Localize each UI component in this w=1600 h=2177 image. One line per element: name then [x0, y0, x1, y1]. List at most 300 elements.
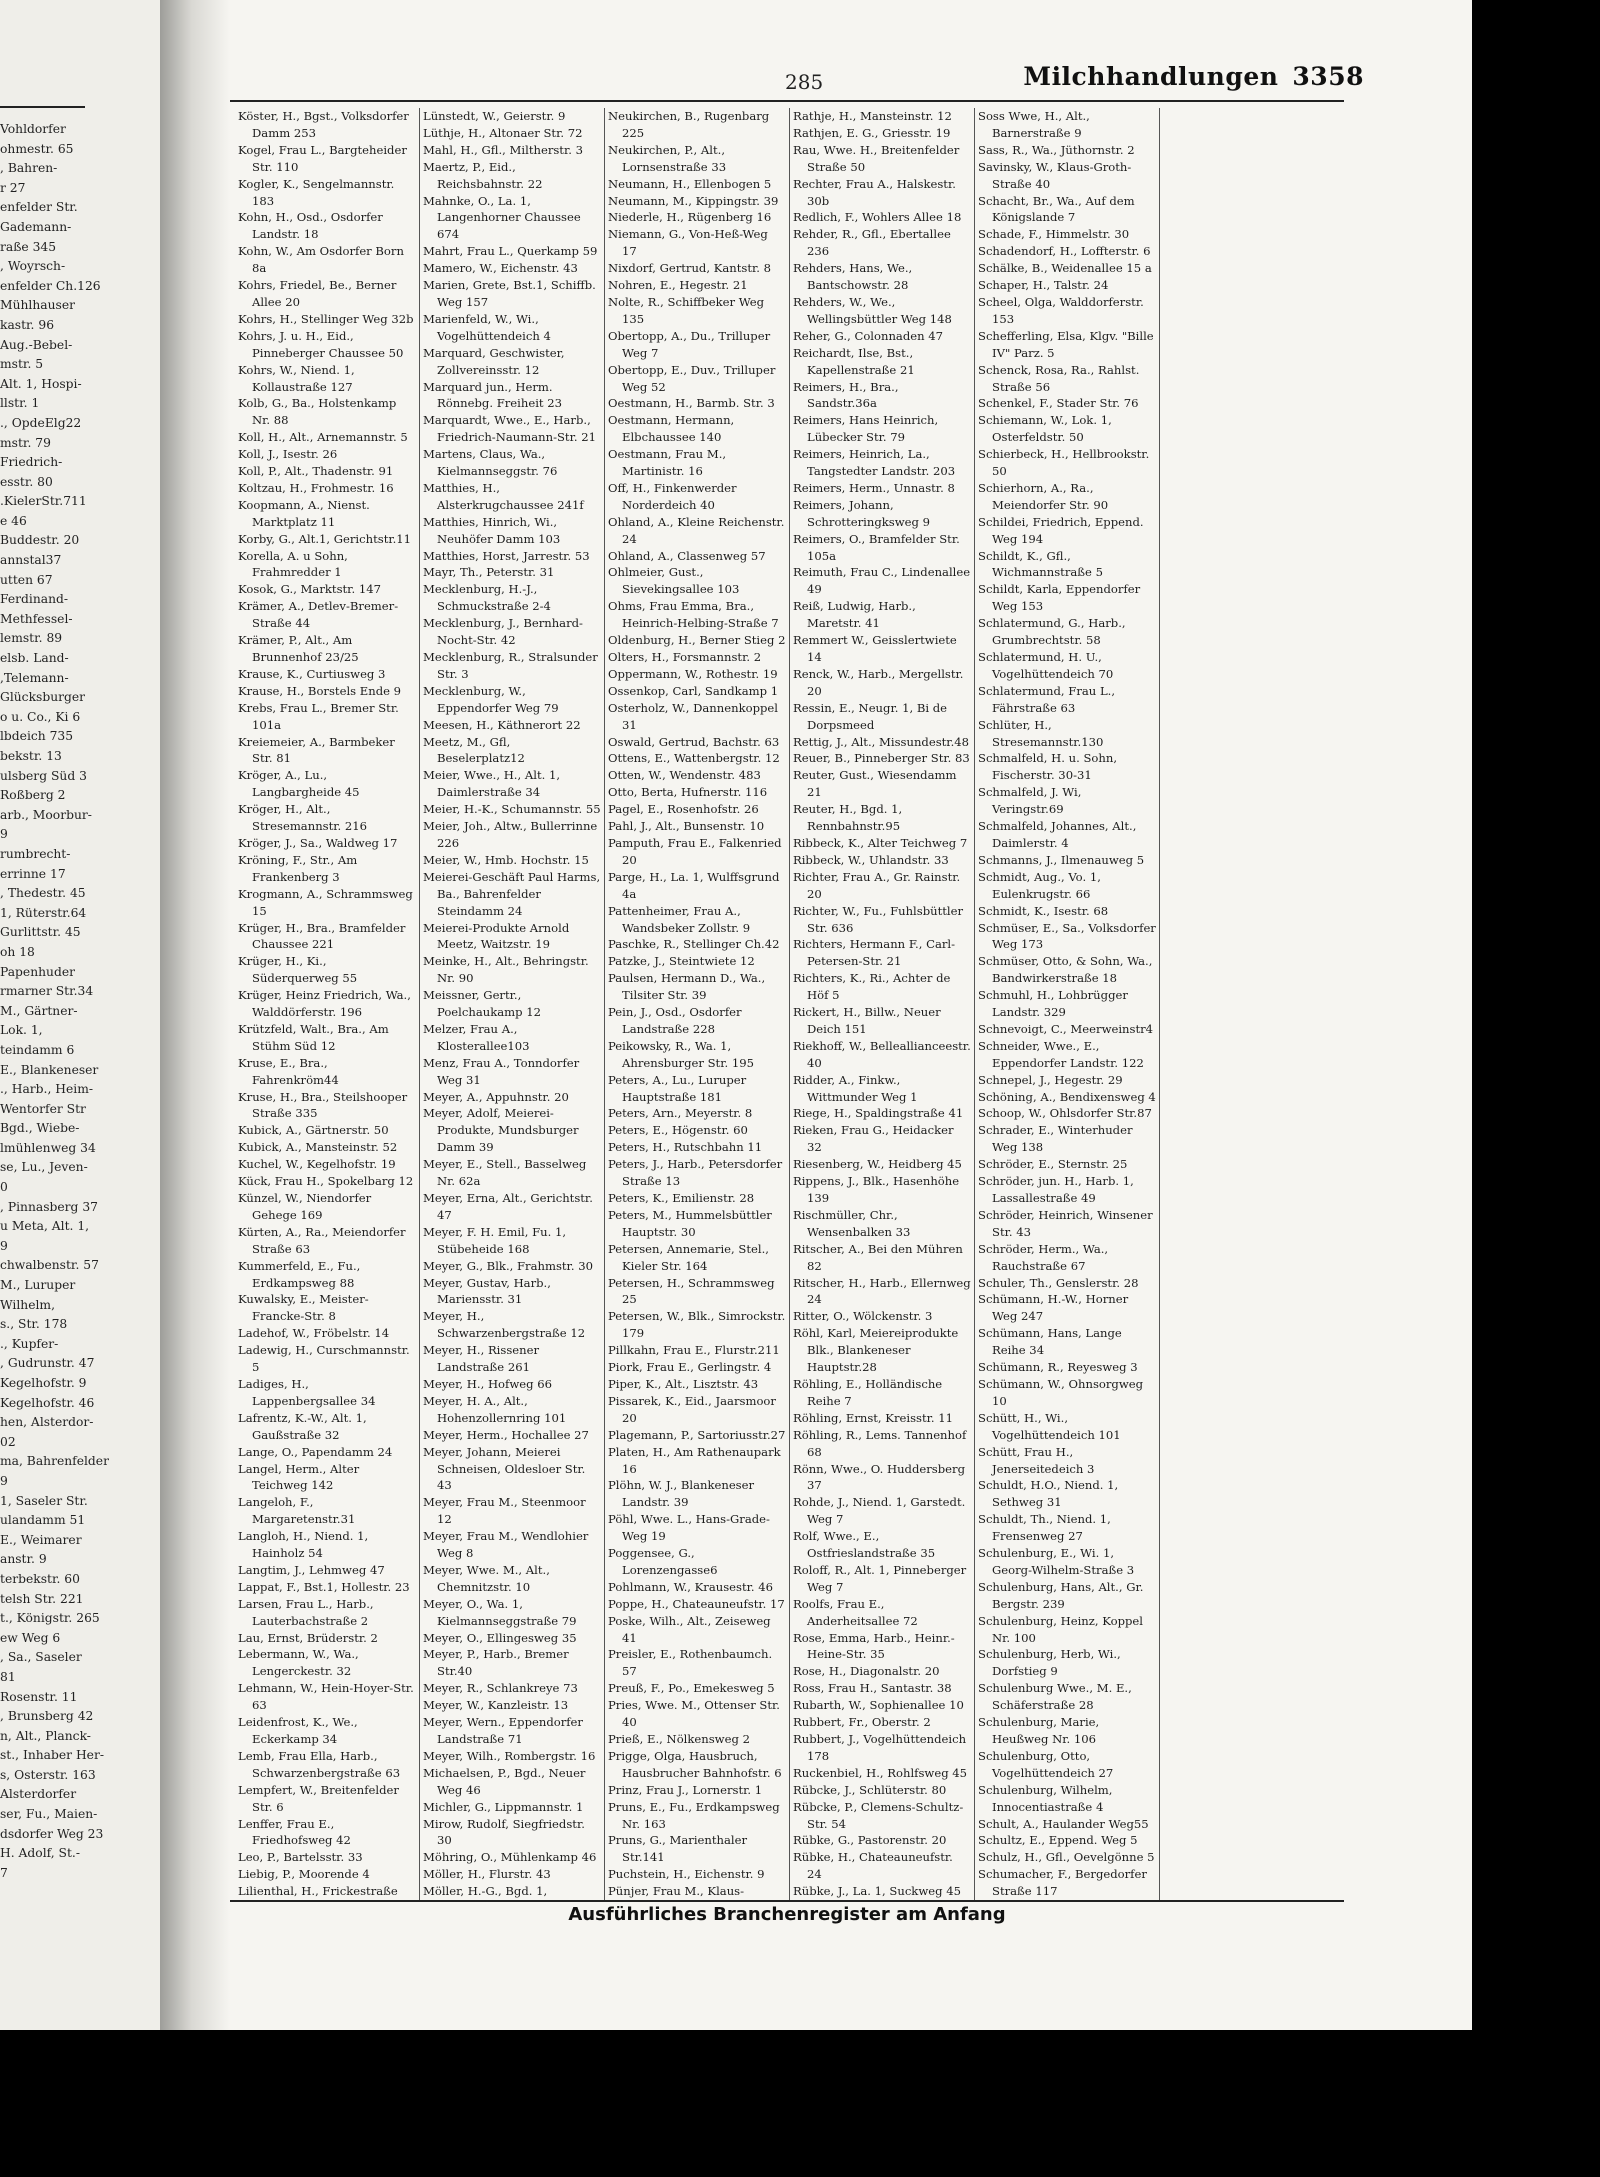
directory-entry: Schumacher, F., Bergedorfer Straße 117: [978, 1867, 1147, 1899]
section-name: Milchhandlungen: [1023, 62, 1279, 91]
directory-entry: Krebs, Frau L., Bremer Str. 101a: [238, 700, 399, 732]
directory-entry: Rettig, J., Alt., Missundestr.48: [793, 734, 970, 749]
directory-entry: Meyer, E., Stell., Basselweg Nr. 62a: [423, 1157, 587, 1189]
directory-entry: Rübcke, J., Schlüterstr. 80: [793, 1782, 947, 1797]
directory-entry: Oswald, Gertrud, Bachstr. 63: [608, 734, 780, 749]
directory-entry: Korella, A. u Sohn, Frahmredder 1: [238, 548, 348, 580]
directory-entry: Ritscher, A., Bei den Mühren 82: [793, 1241, 963, 1273]
directory-entry: Langeloh, F., Margaretenstr.31: [238, 1495, 356, 1527]
margin-fragment: ,Telemann-: [0, 670, 69, 685]
directory-entry: Meissner, Gertr., Poelchaukamp 12: [423, 988, 542, 1020]
directory-entry: Krüger, H., Bra., Bramfelder Chaussee 221: [238, 920, 406, 952]
directory-entry: Neumann, H., Ellenbogen 5: [608, 176, 772, 191]
column-divider: [1159, 108, 1160, 1900]
directory-entry: Mahrt, Frau L., Querkamp 59: [423, 244, 598, 259]
margin-fragment: s, Osterstr. 163: [0, 1767, 96, 1782]
directory-entry: Röhling, R., Lems. Tannenhof 68: [793, 1427, 967, 1459]
directory-entry: Preuß, F., Po., Emekesweg 5: [608, 1681, 775, 1696]
directory-entry: Schulenburg, Otto, Vogelhüttendeich 27: [978, 1748, 1114, 1780]
directory-entry: Ridder, A., Finkw., Wittmunder Weg 1: [793, 1072, 918, 1104]
directory-entry: Plagemann, P., Sartoriusstr.27: [608, 1427, 786, 1442]
margin-fragment: Kegelhofstr. 46: [0, 1395, 95, 1410]
margin-fragment: esstr. 80: [0, 474, 53, 489]
directory-entry: Schmidt, K., Isestr. 68: [978, 903, 1109, 918]
margin-fragment: , Sa., Saseler: [0, 1650, 82, 1665]
directory-entry: Lüthje, H., Altonaer Str. 72: [423, 125, 583, 140]
directory-entry: Mahnke, O., La. 1, Langenhorner Chaussee 674: [423, 193, 581, 242]
directory-entry: Schulenburg, Wilhelm, Innocentiastraße 4: [978, 1782, 1113, 1814]
directory-entry: Schmanns, J., Ilmenauweg 5: [978, 852, 1145, 867]
margin-fragment: , Gudrunstr. 47: [0, 1356, 95, 1371]
directory-entry: Schmuhl, H., Lohbrügger Landstr. 329: [978, 988, 1128, 1020]
directory-entry: Pein, J., Osd., Osdorfer Landstraße 228: [608, 1005, 742, 1036]
margin-fragment: rumbrecht-: [0, 846, 71, 861]
margin-fragment: H. Adolf, St.-: [0, 1846, 80, 1861]
directory-entry: Schiemann, W., Lok. 1, Osterfeldstr. 50: [978, 413, 1112, 445]
directory-entry: Marquardt, Wwe., E., Harb., Friedrich-Naumann-Str. 21: [423, 413, 596, 445]
directory-entry: Kröger, A., Lu., Langbargheide 45: [238, 768, 360, 800]
margin-fragment: e 46: [0, 513, 27, 528]
directory-entry: Peikowsky, R., Wa. 1, Ahrensburger Str. 195: [608, 1038, 754, 1070]
directory-entry: Neumann, M., Kippingstr. 39: [608, 193, 779, 208]
margin-fragment: ew Weg 6: [0, 1630, 61, 1645]
directory-column-1: [238, 108, 416, 1900]
directory-entry: Kosok, G., Marktstr. 147: [238, 582, 381, 597]
directory-entry: Schierhorn, A., Ra., Meiendorfer Str. 90: [978, 480, 1109, 512]
column-divider: [789, 108, 790, 1900]
margin-fragment: oh 18: [0, 944, 35, 959]
directory-entry: Meyer, G., Blk., Frahmstr. 30: [423, 1258, 593, 1273]
directory-entry: Nixdorf, Gertrud, Kantstr. 8: [608, 261, 772, 276]
directory-entry: Marienfeld, W., Wi., Vogelhüttendeich 4: [423, 311, 551, 343]
directory-entry: Köster, H., Bgst., Volksdorfer Damm 253: [238, 109, 409, 140]
margin-fragment: 9: [0, 1473, 8, 1488]
directory-entry: Kohrs, J. u. H., Eid., Pinneberger Chaussee 50: [238, 328, 404, 360]
directory-entry: Schultz, E., Eppend. Weg 5: [978, 1833, 1138, 1848]
directory-entry: Liebig, P., Moorende 4: [238, 1867, 370, 1882]
directory-entry: Pünjer, Frau M., Klaus-: [608, 1884, 745, 1899]
directory-entry: Rübcke, P., Clemens-Schultz-Str. 54: [793, 1799, 964, 1831]
directory-entry: Leidenfrost, K., We., Eckerkamp 34: [238, 1715, 358, 1746]
directory-entry: Obertopp, E., Duv., Trilluper Weg 52: [608, 362, 776, 394]
directory-entry: Koltzau, H., Frohmestr. 16: [238, 480, 394, 495]
directory-entry: Riesenberg, W., Heidberg 45: [793, 1157, 962, 1172]
directory-entry: Kürten, A., Ra., Meiendorfer Straße 63: [238, 1224, 406, 1256]
margin-fragment: telsh Str. 221: [0, 1591, 84, 1606]
directory-entry: Ohms, Frau Emma, Bra., Heinrich-Helbing-Straße 7: [608, 599, 779, 631]
margin-fragment: Gademann-: [0, 219, 72, 234]
directory-entry: Rohde, J., Niend. 1, Garstedt. Weg 7: [793, 1495, 966, 1527]
directory-entry: Schuler, Th., Genslerstr. 28: [978, 1275, 1139, 1290]
directory-entry: Schaper, H., Talstr. 24: [978, 278, 1109, 293]
directory-entry: Meyer, Wern., Eppendorfer Landstraße 71: [423, 1715, 583, 1746]
directory-entry: Richter, W., Fu., Fuhlsbüttler Str. 636: [793, 903, 964, 935]
margin-fragment: ma, Bahrenfelder: [0, 1454, 109, 1469]
directory-entry: Meyer, H. A., Alt., Hohenzollernring 101: [423, 1393, 567, 1425]
directory-entry: Krause, H., Borstels Ende 9: [238, 683, 402, 698]
directory-entry: Mecklenburg, R., Stralsunder Str. 3: [423, 650, 598, 681]
margin-fragment: , Woyrsch-: [0, 259, 66, 274]
directory-entry: Ossenkop, Carl, Sandkamp 1: [608, 683, 779, 698]
directory-entry: Pruns, E., Fu., Erdkampsweg Nr. 163: [608, 1799, 780, 1831]
directory-entry: Schult, A., Haulander Weg55: [978, 1816, 1149, 1831]
directory-entry: Redlich, F., Wohlers Allee 18: [793, 210, 962, 225]
directory-entry: Mecklenburg, W., Eppendorfer Weg 79: [423, 683, 559, 715]
margin-fragment: Wentorfer Str: [0, 1101, 86, 1116]
directory-entry: Meierei-Geschäft Paul Harms, Ba., Bahrenfelder Steindamm 24: [423, 869, 601, 918]
directory-entry: Piork, Frau E., Gerlingstr. 4: [608, 1360, 772, 1375]
directory-entry: Kohn, H., Osd., Osdorfer Landstr. 18: [238, 210, 383, 242]
directory-column-4: [793, 108, 971, 1900]
margin-fragment: , Brunsberg 42: [0, 1709, 94, 1724]
directory-entry: Meyer, R., Schlankreye 73: [423, 1681, 578, 1696]
directory-entry: Koopmann, A., Nienst. Marktplatz 11: [238, 497, 370, 529]
directory-entry: Ladehof, W., Fröbelstr. 14: [238, 1326, 390, 1341]
directory-entry: Meyer, H., Schwarzenbergstraße 12: [423, 1309, 586, 1341]
margin-fragment: Methfessel-: [0, 611, 73, 626]
margin-fragment: raße 345: [0, 239, 57, 254]
directory-entry: Prinz, Frau J., Lornerstr. 1: [608, 1782, 763, 1797]
directory-entry: Matthies, H., Alsterkrugchaussee 241f: [423, 480, 584, 512]
directory-entry: Rischmüller, Chr., Wensenbalken 33: [793, 1207, 911, 1239]
directory-entry: Peters, Arn., Meyerstr. 8: [608, 1106, 753, 1121]
margin-fragment: ulandamm 51: [0, 1513, 86, 1528]
previous-page-margin: [0, 0, 161, 2030]
directory-entry: Ohland, A., Kleine Reichenstr. 24: [608, 514, 785, 546]
directory-entry: Martens, Claus, Wa., Kielmannseggstr. 76: [423, 447, 558, 479]
directory-entry: Schröder, jun. H., Harb. 1, Lassallestraße 49: [978, 1174, 1134, 1205]
directory-entry: Menz, Frau A., Tonndorfer Weg 31: [423, 1055, 580, 1087]
directory-entry: Patzke, J., Steintwiete 12: [608, 954, 755, 969]
directory-entry: Lenffer, Frau E., Friedhofsweg 42: [238, 1816, 351, 1848]
directory-entry: Pamputh, Frau E., Falkenried 20: [608, 835, 782, 867]
directory-entry: Paulsen, Hermann D., Wa., Tilsiter Str. 39: [608, 971, 766, 1003]
margin-fragment: Mühlhauser: [0, 298, 76, 313]
directory-entry: Obertopp, A., Du., Trilluper Weg 7: [608, 328, 771, 360]
directory-entry: Lange, O., Papendamm 24: [238, 1444, 393, 1459]
margin-fragment: Papenhuder: [0, 964, 75, 979]
directory-entry: Kummerfeld, E., Fu., Erdkampsweg 88: [238, 1258, 361, 1290]
directory-entry: Rübke, J., La. 1, Suckweg 45: [793, 1884, 961, 1899]
directory-entry: Schulenburg Wwe., M. E., Schäferstraße 28: [978, 1681, 1132, 1713]
directory-entry: Schütt, H., Wi., Vogelhüttendeich 101: [978, 1410, 1121, 1442]
directory-entry: Kohrs, H., Stellinger Weg 32b: [238, 311, 414, 326]
margin-fragment: Vohldorfer: [0, 122, 66, 136]
directory-entry: Platen, H., Am Rathenaupark 16: [608, 1444, 781, 1476]
directory-entry: Schmüser, Otto, & Sohn, Wa., Bandwirkerstraße 18: [978, 954, 1153, 986]
directory-entry: Schacht, Br., Wa., Auf dem Königslande 7: [978, 193, 1135, 225]
directory-entry: Savinsky, W., Klaus-Groth-Straße 40: [978, 159, 1132, 191]
directory-entry: Roloff, R., Alt. 1, Pinneberger Weg 7: [793, 1562, 967, 1594]
margin-fragment: 1, Saseler Str.: [0, 1493, 88, 1508]
margin-fragment: n, Alt., Planck-: [0, 1728, 91, 1743]
directory-entry: Schöning, A., Bendixensweg 4: [978, 1089, 1156, 1104]
directory-entry: Rübke, G., Pastorenstr. 20: [793, 1833, 947, 1848]
margin-fragment: M., Gärtner-: [0, 1003, 78, 1018]
directory-entry: Möller, H.-G., Bgd. 1,: [423, 1884, 548, 1899]
directory-entry: Rippens, J., Blk., Hasenhöhe 139: [793, 1174, 960, 1205]
directory-entry: Richters, K., Ri., Achter de Höf 5: [793, 971, 951, 1003]
directory-entry: Petersen, W., Blk., Simrockstr. 179: [608, 1309, 786, 1341]
directory-entry: Matthies, Hinrich, Wi., Neuhöfer Damm 103: [423, 514, 561, 546]
directory-entry: Schnevoigt, C., Meerweinstr4: [978, 1021, 1154, 1036]
directory-entry: Reiß, Ludwig, Harb., Maretstr. 41: [793, 599, 916, 631]
directory-entry: Ressin, E., Neugr. 1, Bi de Dorpsmeed: [793, 700, 948, 732]
directory-entry: Schlatermund, G., Harb., Grumbrechtstr. 58: [978, 616, 1126, 648]
directory-entry: Rubbert, Fr., Oberstr. 2: [793, 1715, 931, 1730]
directory-entry: Ritter, O., Wölckenstr. 3: [793, 1309, 933, 1324]
directory-entry: Kröning, F., Str., Am Frankenberg 3: [238, 852, 358, 884]
directory-entry: Rathjen, E. G., Griesstr. 19: [793, 125, 951, 140]
margin-fragment: annstal37: [0, 553, 62, 568]
directory-entry: Richter, Frau A., Gr. Rainstr. 20: [793, 869, 961, 901]
margin-fragment: anstr. 9: [0, 1552, 47, 1567]
margin-fragment: Aug.-Bebel-: [0, 337, 73, 352]
margin-fragment: ., Harb., Heim-: [0, 1082, 94, 1097]
directory-entry: Röhl, Karl, Meiereiprodukte Blk., Blankeneser Hauptstr.28: [793, 1326, 959, 1375]
margin-fragment: Bgd., Wiebe-: [0, 1121, 80, 1136]
margin-fragment: r 27: [0, 180, 26, 195]
margin-fragment: E., Weimarer: [0, 1532, 82, 1547]
directory-entry: Rathje, H., Mansteinstr. 12: [793, 109, 952, 123]
margin-fragment: Kegelhofstr. 9: [0, 1376, 87, 1390]
directory-entry: Meyer, Johann, Meierei Schneisen, Oldesloer Str. 43: [423, 1444, 586, 1493]
directory-entry: Schildt, Karla, Eppendorfer Weg 153: [978, 582, 1141, 614]
page-header: [230, 60, 1364, 100]
directory-entry: Meetz, M., Gfl, Beselerplatz12: [423, 734, 525, 766]
directory-entry: Kröger, H., Alt., Stresemannstr. 216: [238, 802, 368, 834]
directory-entry: Pissarek, K., Eid., Jaarsmoor 20: [608, 1393, 776, 1425]
margin-fragment: llstr. 1: [0, 396, 40, 411]
directory-entry: Kuchel, W., Kegelhofstr. 19: [238, 1157, 396, 1172]
directory-entry: Meinke, H., Alt., Behringstr. Nr. 90: [423, 954, 589, 986]
directory-entry: Reimers, Heinrich, La., Tangstedter Landstr. 203: [793, 447, 956, 479]
directory-entry: Rieken, Frau G., Heidacker 32: [793, 1123, 954, 1155]
directory-entry: Ribbeck, W., Uhlandstr. 33: [793, 852, 949, 867]
directory-entry: Schulenburg, Hans, Alt., Gr. Bergstr. 239: [978, 1579, 1144, 1611]
directory-entry: Schümann, W., Ohnsorgweg 10: [978, 1376, 1144, 1408]
directory-entry: Otten, W., Wendenstr. 483: [608, 768, 761, 783]
directory-entry: Paschke, R., Stellinger Ch.42: [608, 937, 780, 952]
directory-entry: Reimuth, Frau C., Lindenallee 49: [793, 565, 971, 597]
directory-entry: Riege, H., Spaldingstraße 41: [793, 1106, 964, 1121]
margin-fragment: Wilhelm,: [0, 1297, 55, 1312]
margin-fragment: 7: [0, 1865, 8, 1880]
margin-fragment: Lok. 1,: [0, 1023, 43, 1038]
margin-fragment: rmarner Str.34: [0, 984, 94, 999]
directory-entry: Olters, H., Forsmannstr. 2: [608, 650, 762, 664]
directory-entry: Neukirchen, B., Rugenbarg 225: [608, 109, 770, 140]
directory-entry: Kuwalsky, E., Meister-Francke-Str. 8: [238, 1292, 369, 1324]
directory-column-5: [978, 108, 1156, 1900]
previous-page-text-fragments: [0, 120, 160, 1883]
directory-entry: Meyer, W., Kanzleistr. 13: [423, 1698, 569, 1713]
margin-fragment: Glücksburger: [0, 690, 86, 705]
directory-entry: Soss Wwe, H., Alt., Barnerstraße 9: [978, 109, 1090, 140]
margin-fragment: ohmestr. 65: [0, 141, 74, 156]
directory-entry: Pohlmann, W., Krausestr. 46: [608, 1579, 774, 1594]
directory-entry: Peters, A., Lu., Luruper Hauptstraße 181: [608, 1072, 747, 1104]
directory-entry: Meyer, O., Ellingesweg 35: [423, 1630, 577, 1645]
directory-entry: Rübke, H., Chateauneufstr. 24: [793, 1850, 953, 1882]
directory-entry: Reher, G., Colonnaden 47: [793, 328, 944, 343]
margin-fragment: st., Inhaber Her-: [0, 1748, 104, 1763]
directory-entry: Reuter, Gust., Wiesendamm 21: [793, 768, 957, 800]
directory-entry: Neukirchen, P., Alt., Lornsenstraße 33: [608, 142, 727, 174]
directory-entry: Kück, Frau H., Spokelbarg 12: [238, 1174, 414, 1189]
directory-entry: Pattenheimer, Frau A., Wandsbeker Zollstr. 9: [608, 903, 751, 935]
directory-entry: Langel, Herm., Alter Teichweg 142: [238, 1461, 360, 1493]
directory-entry: Schmalfeld, Johannes, Alt., Daimlerstr. 4: [978, 819, 1137, 850]
directory-entry: Schnepel, J., Hegestr. 29: [978, 1072, 1123, 1087]
margin-fragment: Alsterdorfer: [0, 1787, 77, 1802]
directory-entry: Meier, H.-K., Schumannstr. 55: [423, 802, 601, 817]
margin-fragment: , Bahren-: [0, 161, 58, 176]
directory-entry: Kruse, E., Bra., Fahrenkröm44: [238, 1055, 339, 1087]
directory-entry: Meier, Joh., Altw., Bullerrinne 226: [423, 819, 598, 850]
margin-fragment: , Pinnasberg 37: [0, 1199, 98, 1214]
margin-fragment: ., OpdeElg22: [0, 415, 82, 430]
directory-entry: Schoop, W., Ohlsdorfer Str.87: [978, 1106, 1152, 1121]
directory-entry: Reimers, H., Bra., Sandstr.36a: [793, 379, 899, 411]
directory-entry: Mahl, H., Gfl., Miltherstr. 3: [423, 142, 583, 157]
directory-entry: Peters, H., Rutschbahn 11: [608, 1140, 763, 1155]
directory-entry: Off, H., Finkenwerder Norderdeich 40: [608, 480, 737, 512]
directory-entry: Prigge, Olga, Hausbruch, Hausbrucher Bahnhofstr. 6: [608, 1748, 782, 1780]
directory-entry: Schmalfeld, J. Wi, Veringstr.69: [978, 785, 1082, 817]
directory-entry: Mamero, W., Eichenstr. 43: [423, 261, 578, 276]
directory-entry: Roolfs, Frau E., Anderheitsallee 72: [793, 1596, 918, 1628]
directory-entry: Rose, H., Diagonalstr. 20: [793, 1664, 940, 1679]
directory-entry: Kruse, H., Bra., Steilshooper Straße 335: [238, 1089, 408, 1121]
directory-entry: Krämer, P., Alt., Am Brunnenhof 23/25: [238, 633, 359, 664]
margin-fragment: se, Lu., Jeven-: [0, 1160, 88, 1175]
directory-entry: Schröder, E., Sternstr. 25: [978, 1157, 1128, 1172]
directory-entry: Meyer, H., Hofweg 66: [423, 1376, 552, 1391]
directory-entry: Schenck, Rosa, Ra., Rahlst. Straße 56: [978, 362, 1140, 394]
directory-entry: Krämer, A., Detlev-Bremer-Straße 44: [238, 599, 399, 631]
directory-entry: Schulz, H., Gfl., Oevelgönne 5: [978, 1850, 1155, 1865]
directory-entry: Meyer, H., Rissener Landstraße 261: [423, 1343, 540, 1375]
directory-entry: Korby, G., Alt.1, Gerichtstr.11: [238, 531, 412, 546]
directory-entry: Reimers, Johann, Schrotteringksweg 9: [793, 497, 930, 529]
directory-entry: Rubbert, J., Vogelhüttendeich 178: [793, 1732, 967, 1763]
margin-fragment: 1, Rüterstr.64: [0, 905, 87, 920]
directory-entry: Mecklenburg, H.-J., Schmuckstraße 2-4: [423, 582, 551, 614]
directory-entry: Puchstein, H., Eichenstr. 9: [608, 1867, 765, 1882]
directory-entry: Rau, Wwe. H., Breitenfelder Straße 50: [793, 142, 960, 174]
directory-entry: Schröder, Heinrich, Winsener Str. 43: [978, 1207, 1153, 1239]
directory-entry: Rehders, W., We., Wellingsbüttler Weg 148: [793, 294, 952, 326]
directory-entry: Richters, Hermann F., Carl-Petersen-Str. 21: [793, 937, 956, 969]
directory-entry: Schröder, Herm., Wa., Rauchstraße 67: [978, 1241, 1109, 1273]
margin-fragment: lbdeich 735: [0, 729, 74, 744]
directory-entry: Langtim, J., Lehmweg 47: [238, 1562, 385, 1577]
directory-entry: Rickert, H., Billw., Neuer Deich 151: [793, 1005, 941, 1036]
directory-entry: Matthies, Horst, Jarrestr. 53: [423, 548, 590, 563]
directory-entry: Peters, J., Harb., Petersdorfer Straße 13: [608, 1157, 783, 1189]
directory-entry: Lemb, Frau Ella, Harb., Schwarzenbergstraße 63: [238, 1748, 401, 1780]
directory-entry: Schälke, B., Weidenallee 15 a: [978, 261, 1152, 276]
directory-entry: Scheel, Olga, Walddorferstr. 153: [978, 294, 1144, 326]
margin-fragment: lmühlenweg 34: [0, 1140, 96, 1155]
directory-entry: Ladewig, H., Curschmannstr. 5: [238, 1343, 410, 1375]
margin-fragment: Roßberg 2: [0, 788, 66, 803]
margin-fragment: ., Kupfer-: [0, 1336, 59, 1351]
directory-entry: Möller, H., Flurstr. 43: [423, 1867, 551, 1882]
margin-fragment: ser, Fu., Maien-: [0, 1807, 98, 1822]
directory-entry: Möhring, O., Mühlenkamp 46: [423, 1850, 597, 1865]
margin-fragment: o u. Co., Ki 6: [0, 709, 81, 724]
directory-entry: Meesen, H., Käthnerort 22: [423, 717, 581, 732]
directory-entry: Lebermann, W., Wa., Lengerckestr. 32: [238, 1647, 359, 1679]
directory-entry: Renck, W., Harb., Mergellstr. 20: [793, 666, 964, 698]
margin-fragment: ulsberg Süd 3: [0, 768, 87, 783]
directory-entry: Petersen, H., Schrammsweg 25: [608, 1275, 775, 1307]
directory-entry: Meyer, Gustav, Harb., Mariensstr. 31: [423, 1275, 551, 1307]
directory-entry: Kröger, J., Sa., Waldweg 17: [238, 835, 398, 850]
previous-page-rule: [0, 106, 85, 108]
directory-entry: Otto, Berta, Hufnerstr. 116: [608, 785, 768, 800]
directory-entry: Marien, Grete, Bst.1, Schiffb. Weg 157: [423, 278, 596, 309]
directory-entry: Meierei-Produkte Arnold Meetz, Waitzstr. 19: [423, 920, 570, 952]
directory-entry: Röhling, Ernst, Kreisstr. 11: [793, 1410, 954, 1425]
directory-entry: Ottens, E., Wattenbergstr. 12: [608, 751, 780, 766]
footer-note: Ausführliches Branchenregister am Anfang: [568, 1904, 1006, 1925]
margin-fragment: elsb. Land-: [0, 651, 69, 666]
directory-entry: Poggensee, G., Lorenzengasse6: [608, 1546, 718, 1577]
margin-fragment: enfelder Ch.126: [0, 278, 101, 293]
directory-entry: Ruckenbiel, H., Rohlfsweg 45: [793, 1765, 968, 1780]
directory-entry: Poske, Wilh., Alt., Zeiseweg 41: [608, 1613, 771, 1645]
directory-entry: Kohn, W., Am Osdorfer Born 8a: [238, 244, 404, 276]
directory-entry: Kubick, A., Mansteinstr. 52: [238, 1140, 398, 1155]
directory-entry: Larsen, Frau L., Harb., Lauterbachstraße 2: [238, 1596, 374, 1628]
directory-entry: Lehmann, W., Hein-Hoyer-Str. 63: [238, 1681, 414, 1713]
margin-fragment: dsdorfer Weg 23: [0, 1826, 104, 1841]
margin-fragment: Alt. 1, Hospi-: [0, 376, 82, 391]
directory-entry: Koll, J., Isestr. 26: [238, 447, 338, 462]
directory-entry: Reichardt, Ilse, Bst., Kapellenstraße 21: [793, 345, 915, 377]
directory-entry: Schütt, Frau H., Jenerseitedeich 3: [978, 1444, 1095, 1476]
margin-fragment: Buddestr. 20: [0, 533, 80, 548]
directory-entry: Schulenburg, Herb, Wi., Dorfstieg 9: [978, 1647, 1121, 1679]
directory-entry: Ritscher, H., Harb., Ellernweg 24: [793, 1275, 971, 1307]
directory-entry: Schlüter, H., Stresemannstr.130: [978, 717, 1104, 749]
directory-entry: Leo, P., Bartelsstr. 33: [238, 1850, 363, 1865]
directory-entry: Reimers, Hans Heinrich, Lübecker Str. 79: [793, 413, 939, 445]
directory-entry: Schildei, Friedrich, Eppend. Weg 194: [978, 514, 1144, 546]
directory-column-6: [1163, 108, 1341, 1900]
directory-entry: Meyer, Frau M., Wendlohier Weg 8: [423, 1529, 589, 1561]
directory-columns: [238, 108, 1344, 1900]
section-title: [1023, 62, 1364, 91]
directory-entry: Kogler, K., Sengelmannstr. 183: [238, 176, 395, 208]
directory-entry: Schmidt, Aug., Vo. 1, Eulenkrugstr. 66: [978, 869, 1101, 901]
directory-entry: Peters, M., Hummelsbüttler Hauptstr. 30: [608, 1207, 772, 1239]
page-number: 285: [785, 70, 824, 94]
directory-entry: Parge, H., La. 1, Wulffsgrund 4a: [608, 869, 780, 901]
directory-entry: Krüger, H., Ki., Süderquerweg 55: [238, 954, 358, 986]
directory-entry: Niemann, G., Von-Heß-Weg 17: [608, 227, 768, 259]
directory-entry: Peters, E., Högenstr. 60: [608, 1123, 748, 1138]
directory-entry: Röhling, E., Holländische Reihe 7: [793, 1376, 943, 1408]
directory-entry: Rose, Emma, Harb., Heinr.-Heine-Str. 35: [793, 1630, 955, 1662]
directory-entry: Lafrentz, K.-W., Alt. 1, Gaußstraße 32: [238, 1410, 367, 1442]
directory-entry: Pruns, G., Marienthaler Str.141: [608, 1833, 748, 1865]
margin-fragment: terbekstr. 60: [0, 1571, 80, 1586]
directory-entry: Krogmann, A., Schrammsweg 15: [238, 886, 413, 918]
